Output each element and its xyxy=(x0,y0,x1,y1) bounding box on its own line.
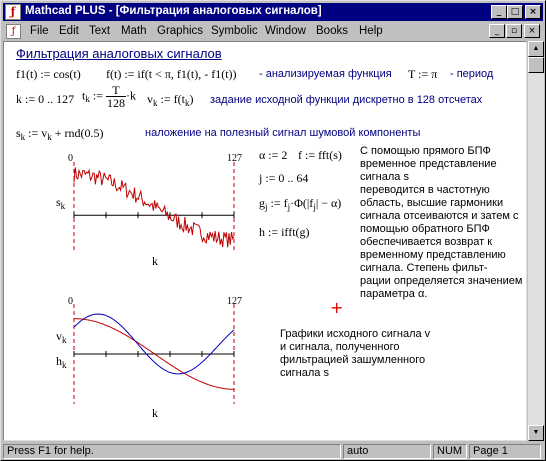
status-num: NUM xyxy=(433,444,467,459)
graph2-x-label: k xyxy=(152,406,158,420)
graph2-y-label-v-sub: k xyxy=(62,335,67,345)
insertion-cursor: + xyxy=(330,298,344,317)
graph2-y-label-h-sub: k xyxy=(62,360,67,370)
graph2-plot[interactable] xyxy=(64,304,244,404)
minimize-button[interactable]: _ xyxy=(491,5,507,19)
menu-math[interactable] xyxy=(121,25,147,37)
t-lhs: t xyxy=(82,88,86,103)
t-definition[interactable] xyxy=(82,84,136,109)
s-definition[interactable] xyxy=(16,126,104,141)
explanation-line: временное представление xyxy=(360,158,497,170)
status-page: Page 1 xyxy=(469,444,541,459)
v-rhs: := f(t xyxy=(160,92,185,106)
s-comment[interactable]: наложение на полезный сигнал шумовой компоненты xyxy=(145,127,421,139)
graph2-xmin-label: 0 xyxy=(68,296,73,307)
menu-math-label: Math xyxy=(121,25,147,37)
menu-window-label: Window xyxy=(265,25,306,37)
graph1-xmin-label: 0 xyxy=(68,153,73,164)
s-rhs: := v xyxy=(28,126,48,140)
explanation-line: рации определяется значением xyxy=(360,275,523,287)
v-rhs-sub: k xyxy=(184,98,190,108)
explanation-line: область, высшие гармоники xyxy=(360,197,504,209)
explanation-line: сигнала. Степень фильт- xyxy=(360,262,488,274)
caption-line: фильтрацией зашумленного xyxy=(280,354,426,366)
menu-graphics-label: Graphics xyxy=(157,25,204,37)
g-lhs-sub: j xyxy=(265,202,268,212)
menu-bar xyxy=(3,22,543,41)
s-tail: + rnd(0.5) xyxy=(54,126,104,140)
fft-definition[interactable]: f := fft(s) xyxy=(298,148,342,162)
scroll-down-button[interactable]: ▼ xyxy=(528,425,544,441)
status-help: Press F1 for help. xyxy=(3,444,341,459)
f-definition[interactable]: f(t) := if(t < π, f1(t), - f1(t)) xyxy=(106,67,237,81)
t-fraction xyxy=(106,84,126,109)
doc-restore-button[interactable]: ▫ xyxy=(506,24,522,38)
v-close: ) xyxy=(189,92,194,106)
k-range-definition[interactable]: k := 0 .. 127 xyxy=(16,92,75,106)
series-s-line xyxy=(74,167,234,247)
caption-line: и сигнала, полученного xyxy=(280,341,400,353)
explanation-text[interactable] xyxy=(360,145,522,301)
j-range-definition[interactable]: j := 0 .. 64 xyxy=(259,171,309,185)
menu-graphics[interactable] xyxy=(157,25,203,37)
v-lhs: v xyxy=(147,92,153,106)
v-comment[interactable]: задание исходной функции дискретно в 128 отсчетах xyxy=(210,94,483,106)
t-fraction-num: T xyxy=(106,84,126,97)
worksheet[interactable] xyxy=(3,41,527,441)
explanation-line: сигнала отсеиваются и затем с xyxy=(360,210,519,222)
graph1-x-label: k xyxy=(152,254,158,268)
menu-symbolic-label: Symbolic xyxy=(211,25,258,37)
status-mode: auto xyxy=(343,444,431,459)
graphs-caption[interactable] xyxy=(280,328,430,380)
menu-text-label: Text xyxy=(89,25,111,37)
mathcad-app-icon[interactable]: ƒ xyxy=(5,4,21,20)
caption-line: Графики исходного сигнала v xyxy=(280,328,431,340)
menu-edit-label: Edit xyxy=(59,25,79,37)
g-definition[interactable] xyxy=(259,196,341,211)
T-definition[interactable]: T := π xyxy=(408,67,438,81)
menu-books-label: Books xyxy=(316,25,348,37)
explanation-line: помощью обратного БПФ xyxy=(360,223,490,235)
menu-file-label: File xyxy=(30,25,49,37)
window-title: Mathcad PLUS - [Фильтрация аналоговых сигналов] xyxy=(25,5,322,17)
doc-close-button[interactable]: × xyxy=(524,24,540,38)
t-assign: := xyxy=(92,88,103,103)
worksheet-heading[interactable]: Фильтрация аналоговых сигналов xyxy=(16,46,222,61)
menu-edit[interactable] xyxy=(59,25,79,37)
menu-help-label: Help xyxy=(359,25,383,37)
status-bar xyxy=(3,443,543,460)
graph2-y-label-v-text: v xyxy=(56,329,62,343)
alpha-definition[interactable]: α := 2 xyxy=(259,148,288,162)
g-phi: ·Φ(|f xyxy=(290,196,314,210)
menu-window[interactable] xyxy=(265,25,306,37)
graph1-y-label-text: s xyxy=(56,195,61,209)
menu-books[interactable] xyxy=(316,25,348,37)
menu-symbolic[interactable] xyxy=(211,25,258,37)
doc-minimize-button[interactable]: _ xyxy=(489,24,505,38)
title-bar[interactable] xyxy=(3,3,543,21)
vertical-scrollbar[interactable] xyxy=(528,41,544,441)
scroll-up-button[interactable]: ▲ xyxy=(528,41,544,57)
t-fraction-den: 128 xyxy=(106,96,125,110)
v-lhs-sub: k xyxy=(153,98,158,108)
g-rhs: := f xyxy=(270,196,288,210)
ifft-definition[interactable]: h := ifft(g) xyxy=(259,225,310,239)
T-comment[interactable]: - период xyxy=(450,68,494,80)
graph2-xmax-label: 127 xyxy=(227,296,242,307)
menu-text[interactable] xyxy=(89,25,110,37)
maximize-button[interactable]: □ xyxy=(507,5,523,19)
s-rhs-sub: k xyxy=(47,132,52,142)
f-comment[interactable]: - анализируемая функция xyxy=(259,68,392,80)
f1-definition[interactable]: f1(t) := cos(t) xyxy=(16,67,81,81)
explanation-line: С помощью прямого БПФ xyxy=(360,145,491,157)
document-control-icon[interactable]: ƒ xyxy=(6,24,21,39)
graph1-plot[interactable] xyxy=(64,162,244,252)
graph1-y-label-sub: k xyxy=(60,201,66,211)
g-rhs-sub: j xyxy=(287,202,291,212)
g-phi-sub: j xyxy=(313,202,316,212)
g-lhs: g xyxy=(259,196,265,210)
menu-file[interactable] xyxy=(30,25,49,37)
series-h-line xyxy=(74,314,234,374)
menu-help[interactable] xyxy=(359,25,383,37)
t-lhs-sub: k xyxy=(85,94,90,105)
explanation-line: временному представлению xyxy=(360,249,506,261)
explanation-line: сигнала s xyxy=(360,171,409,183)
explanation-line: обеспечивается возврат к xyxy=(360,236,493,248)
t-mult: ·k xyxy=(125,88,136,103)
v-definition[interactable] xyxy=(147,92,193,107)
explanation-line: параметра α. xyxy=(360,288,428,300)
graph2-y-label-h-text: h xyxy=(56,354,62,368)
s-lhs: s xyxy=(16,126,21,140)
s-lhs-sub: k xyxy=(20,132,26,142)
g-tail: | − α) xyxy=(315,196,342,210)
scroll-thumb[interactable] xyxy=(528,57,544,73)
caption-line: сигнала s xyxy=(280,367,329,379)
close-button[interactable]: × xyxy=(525,5,541,19)
graph1-xmax-label: 127 xyxy=(227,153,242,164)
explanation-line: переводится в частотную xyxy=(360,184,490,196)
